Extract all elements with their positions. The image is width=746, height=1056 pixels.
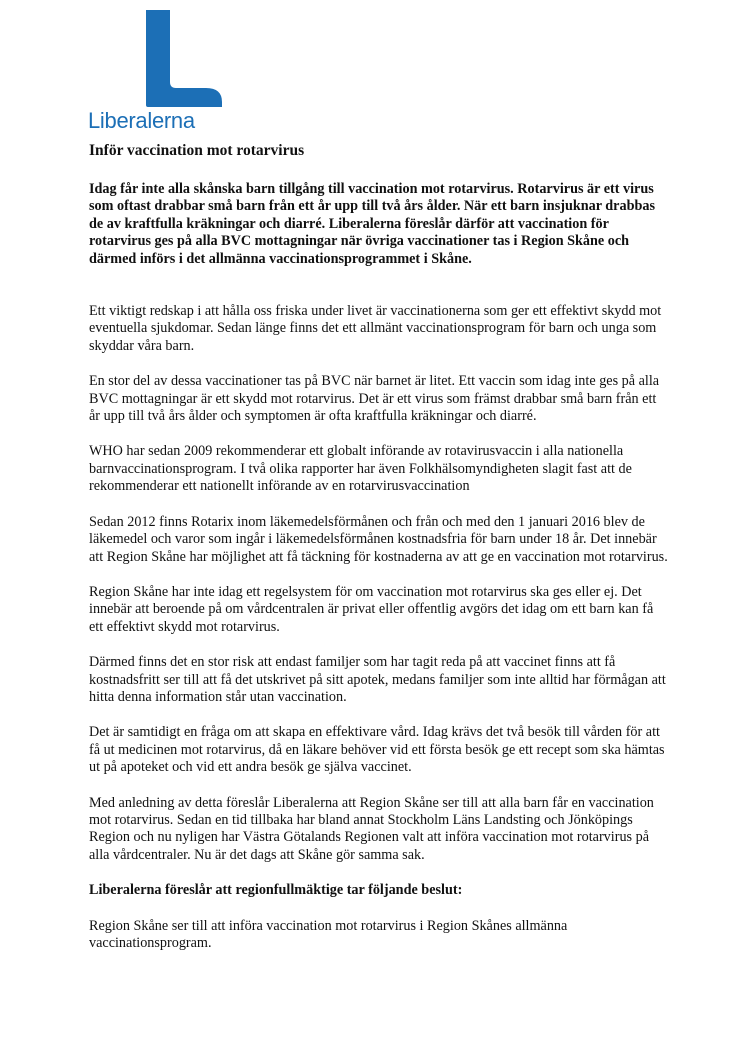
body-paragraph: En stor del av dessa vaccinationer tas på BVC när barnet är litet. Ett vaccin som idag inte ges på alla BVC mottagningar är ett skydd mot rotarvirus. Det är ett virus som främst drabbar små barn från ett år upp till två års ålder och symptomen är ofta kraftfulla kräkningar och diarré.: [89, 373, 660, 425]
body-paragraph: Därmed finns det en stor risk att endast familjer som har tagit reda på att vaccinet finns att få kostnadsfritt ser till att få det utskrivet på sitt apotek, medans familjer som inte alltid har förmågan att hitta denna information står utan vaccination.: [89, 654, 666, 705]
body-paragraph: Med anledning av detta föreslår Liberalerna att Region Skåne ser till att alla barn får en vaccination mot rotarvirus. Sedan en tid tillbaka har bland annat Stockholm Läns Landsting och Jönköpings Region och nu nyligen har Västra Götalands Regionen valt att införa vaccination mot rotarvirus på alla vårdcentraler. Nu är det dags att Skåne gör samma sak.: [89, 794, 654, 863]
document-body: [89, 142, 669, 970]
decision-heading: Liberalerna föreslår att regionfullmäktige tar följande beslut:: [89, 882, 463, 899]
body-paragraph: WHO har sedan 2009 rekommenderar ett globalt införande av rotavirusvaccin i alla nationella barnvaccinationsprogram. I två olika rapporter har även Folkhälsomyndigheten slagit fast att de rekommenderar ett nationellt införande av en rotarvirusvaccination: [89, 443, 632, 495]
decision-text: Region Skåne ser till att införa vaccination mot rotarvirus i Region Skånes allmänna vaccinationsprogram.: [89, 917, 568, 951]
body-paragraph: Region Skåne har inte idag ett regelsystem för om vaccination mot rotarvirus ska ges eller ej. Det innebär att beroende på om vårdcentralen är privat eller offentlig avgörs det idag om ett barn kan få ett effektivt skydd mot rotarvirus.: [89, 583, 654, 635]
logo-wordmark: Liberalerna: [88, 108, 195, 133]
body-paragraph: Ett viktigt redskap i att hålla oss friska under livet är vaccinationerna som ger ett effektivt skydd mot eventuella sjukdomar. Sedan länge finns det ett allmänt vaccinationsprogram för barn och unga som skyddar våra barn.: [89, 303, 662, 354]
document-title: Inför vaccination mot rotarvirus: [89, 142, 305, 159]
body-paragraph: Det är samtidigt en fråga om att skapa en effektivare vård. Idag krävs det två besök till vården för att få ut medicinen mot rotarvirus, då en läkare behöver vid ett första besök ge ett recept som ska hämtas ut på apoteket och vid ett andra besök ge själva vaccinet.: [89, 724, 665, 776]
body-paragraph: Sedan 2012 finns Rotarix inom läkemedelsförmånen och från och med den 1 januari 2016 blev de läkemedel och varor som ingår i läkemedelsförmånen kostnadsfria för barn under 18 år. Det innebär att Region Skåne har möjlighet att få täckning för kostnaderna av att ge en vaccination mot rotarvirus.: [89, 513, 668, 565]
lead-paragraph: Idag får inte alla skånska barn tillgång till vaccination mot rotarvirus. Rotarvirus är ett virus som oftast drabbar små barn från ett år upp till två års ålder. När ett barn insjuknar drabbas de av kraftfulla kräkningar och diarré. Liberalerna föreslår därför att vaccination för rotarvirus ges på alla BVC mottagningar när övriga vaccinationer tas i Region Skåne och därmed införs i det allmänna vaccinationsprogrammet i Skåne.: [89, 181, 655, 267]
